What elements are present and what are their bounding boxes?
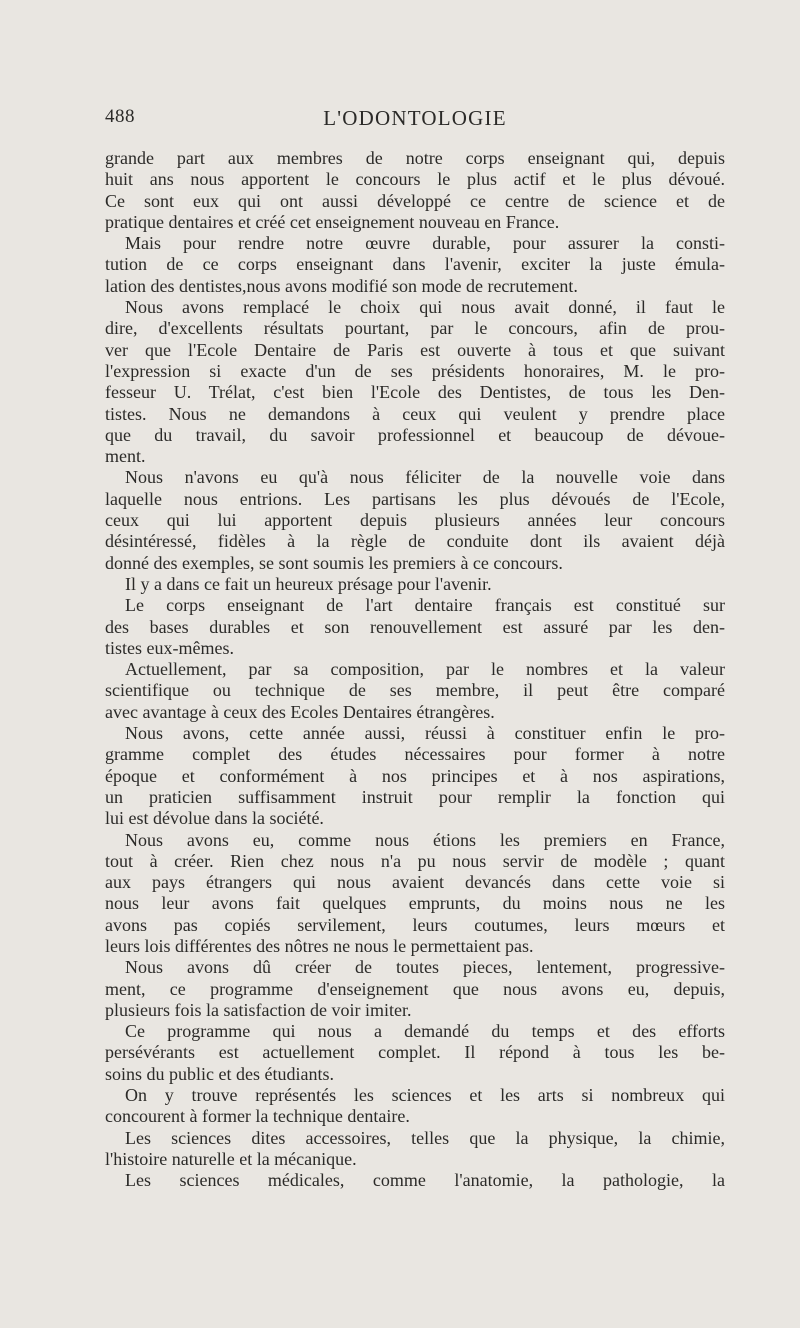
text-line: l'histoire naturelle et la mécanique.	[105, 1148, 357, 1169]
text-line: avons pas copiés servilement, leurs coutumes, leurs mœurs et	[105, 914, 725, 935]
text-line: lation des dentistes,nous avons modifié son mode de recrutement.	[105, 275, 578, 296]
text-line: des bases durables et son renouvellement est assuré par les den-	[105, 616, 725, 637]
text-line: soins du public et des étudiants.	[105, 1063, 334, 1084]
text-line: fesseur U. Trélat, c'est bien l'Ecole des Dentistes, de tous les Den-	[105, 382, 725, 403]
text-line: tistes. Nous ne demandons à ceux qui veulent y prendre place	[105, 403, 725, 424]
body-text	[105, 148, 725, 1192]
text-line: donné des exemples, se sont soumis les premiers à ce concours.	[105, 552, 563, 573]
text-line: concourent à former la technique dentaire.	[105, 1106, 410, 1127]
text-line: ver que l'Ecole Dentaire de Paris est ouverte à tous et que suivant	[105, 339, 725, 360]
text-line: Nous n'avons eu qu'à nous féliciter de la nouvelle voie dans	[125, 467, 725, 488]
text-line: tution de ce corps enseignant dans l'avenir, exciter la juste émula-	[105, 254, 725, 275]
text-line: aux pays étrangers qui nous avaient devancés dans cette voie si	[105, 872, 725, 893]
text-line: laquelle nous entrions. Les partisans les plus dévoués de l'Ecole,	[105, 488, 725, 509]
text-line: gramme complet des études nécessaires pour former à notre	[105, 744, 725, 765]
text-line: ment.	[105, 446, 146, 467]
text-line: plusieurs fois la satisfaction de voir imiter.	[105, 999, 412, 1020]
text-line: pratique dentaires et créé cet enseignement nouveau en France.	[105, 211, 560, 232]
text-line: Mais pour rendre notre œuvre durable, pour assurer la consti-	[125, 233, 725, 254]
text-line: Les sciences médicales, comme l'anatomie, la pathologie, la	[125, 1170, 725, 1191]
text-line: Actuellement, par sa composition, par le nombres et la valeur	[125, 659, 725, 680]
text-line: l'expression si exacte d'un de ses présidents honoraires, M. le pro-	[105, 360, 725, 381]
text-line: grande part aux membres de notre corps enseignant qui, depuis	[105, 148, 725, 168]
text-line: persévérants est actuellement complet. Il répond à tous les be-	[105, 1042, 725, 1063]
text-line: Nous avons dû créer de toutes pieces, lentement, progressive-	[125, 957, 725, 978]
text-line: Nous avons remplacé le choix qui nous avait donné, il faut le	[125, 297, 725, 318]
text-line: ceux qui lui apportent depuis plusieurs années leur concours	[105, 510, 725, 531]
text-line: Il y a dans ce fait un heureux présage pour l'avenir.	[125, 573, 492, 594]
running-title: L'ODONTOLOGIE	[323, 106, 507, 130]
text-line: scientifique ou technique de ses membre, il peut être comparé	[105, 680, 725, 701]
text-line: Ce programme qui nous a demandé du temps et des efforts	[125, 1021, 725, 1042]
page-header	[105, 106, 725, 132]
text-line: Nous avons eu, comme nous étions les premiers en France,	[125, 829, 725, 850]
text-line: tout à créer. Rien chez nous n'a pu nous servir de modèle ; quant	[105, 850, 725, 871]
text-line: que du travail, du savoir professionnel et beaucoup de dévoue-	[105, 424, 725, 445]
page-number: 488	[105, 106, 135, 127]
text-line: On y trouve représentés les sciences et les arts si nombreux qui	[125, 1085, 725, 1106]
text-line: un praticien suffisamment instruit pour remplir la fonction qui	[105, 786, 725, 807]
text-line: dire, d'excellents résultats pourtant, par le concours, afin de prou-	[105, 318, 725, 339]
text-line: Les sciences dites accessoires, telles que la physique, la chimie,	[125, 1127, 725, 1148]
text-line: désintéressé, fidèles à la règle de conduite dont ils avaient déjà	[105, 531, 725, 552]
text-line: leurs lois différentes des nôtres ne nous le permettaient pas.	[105, 935, 534, 956]
text-line: ment, ce programme d'enseignement que nous avons eu, depuis,	[105, 978, 725, 999]
text-line: nous leur avons fait quelques emprunts, du moins nous ne les	[105, 893, 725, 914]
text-line: avec avantage à ceux des Ecoles Dentaires étrangères.	[105, 701, 495, 722]
text-line: époque et conformément à nos principes et à nos aspirations,	[105, 765, 725, 786]
text-line: huit ans nous apportent le concours le plus actif et le plus dévoué.	[105, 169, 725, 190]
text-line: Le corps enseignant de l'art dentaire français est constitué sur	[125, 595, 725, 616]
text-line: Nous avons, cette année aussi, réussi à constituer enfin le pro-	[125, 723, 725, 744]
text-line: tistes eux-mêmes.	[105, 637, 234, 658]
text-line: lui est dévolue dans la société.	[105, 808, 324, 829]
text-line: Ce sont eux qui ont aussi développé ce centre de science et de	[105, 190, 725, 211]
